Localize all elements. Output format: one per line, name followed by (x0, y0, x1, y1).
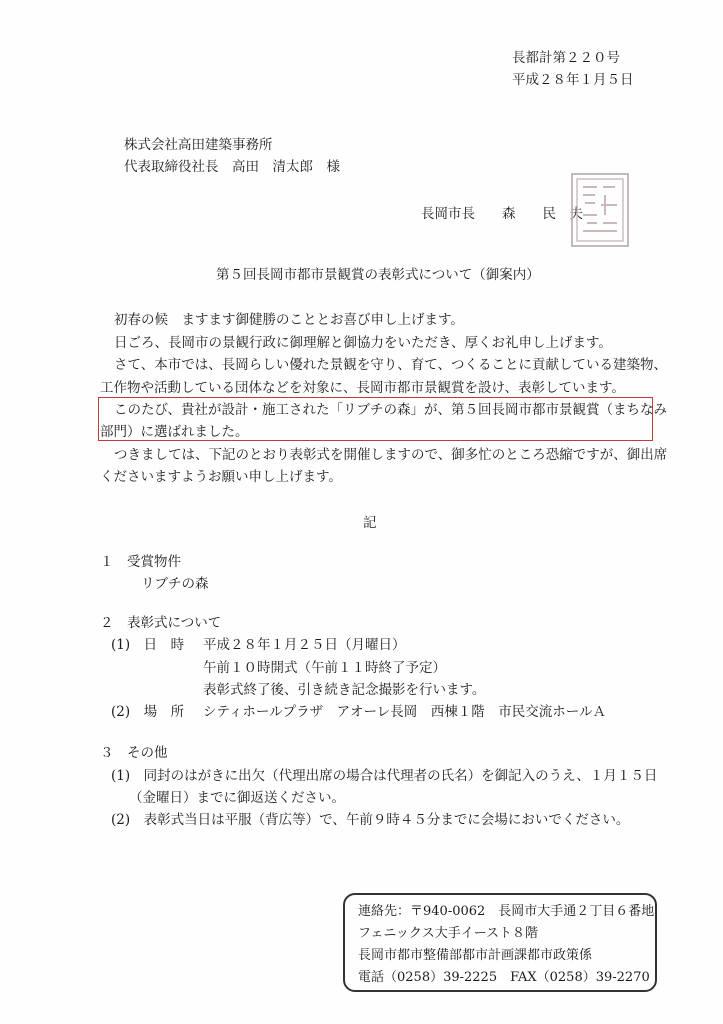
section2-place-label: (2) 場 所 (111, 704, 185, 720)
contact-department: 長岡市都市整備部都市計画課都市政策係 (358, 948, 593, 963)
body-intro-line1: さて、本市では、長岡らしい優れた景観を守り、育て、つくることに貢献している建築物、 (114, 357, 667, 373)
sender-name: 長岡市長 森 民 夫 (421, 206, 583, 222)
official-seal (571, 173, 629, 247)
recipient-person: 代表取締役社長 高田 清太郎 様 (124, 159, 340, 175)
body-award-line2: 部門）に選ばれました。 (100, 424, 249, 440)
section3-item2: (2) 表彰式当日は平服（背広等）で、午前９時４５分までに会場においでください。 (111, 812, 630, 828)
section3-item1-line1: (1) 同封のはがきに出欠（代理出席の場合は代理者の氏名）を御記入のうえ、１月１５日 (111, 768, 658, 784)
document-date: 平成２８年１月５日 (512, 72, 634, 88)
section2-date-label: (1) 日 時 (111, 637, 185, 653)
body-invite-line1: つきましては、下記のとおり表彰式を開催しますので、御多忙のところ恐縮ですが、御出席 (114, 447, 668, 463)
body-invite-line2: くださいますようお願い申し上げます。 (100, 469, 342, 485)
section2-place: シティホールプラザ アオーレ長岡 西棟１階 市民交流ホールＡ (203, 704, 606, 720)
contact-box (343, 893, 657, 992)
body-award-line1: このたび、貴社が設計・施工された「リブチの森」が、第５回長岡市都市景観賞（まちなみ (114, 402, 667, 418)
contact-phone-fax: 電話（0258）39-2225 FAX（0258）39-2270 (358, 970, 650, 985)
section2-date: 平成２８年１月２５日（月曜日） (203, 637, 406, 653)
contact-building: フェニックス大手イースト８階 (358, 926, 539, 941)
section3-item1-line2: （金曜日）までに御返送ください。 (129, 790, 345, 806)
document-title: 第５回長岡市都市景観賞の表彰式について（御案内） (216, 267, 540, 283)
section1-heading: １ 受賞物件 (100, 554, 181, 570)
contact-address: 連絡先：〒940-0062 長岡市大手通２丁目６番地 (358, 904, 655, 919)
recipient-company: 株式会社高田建築事務所 (124, 137, 273, 153)
section2-heading: ２ 表彰式について (100, 615, 222, 631)
body-greeting: 初春の候 ますます御健勝のこととお喜び申し上げます。 (114, 312, 464, 328)
document-number: 長都計第２２０号 (512, 50, 620, 66)
section2-time: 午前１０時開式（午前１１時終了予定） (203, 660, 446, 676)
section1-item: リブチの森 (141, 576, 209, 592)
body-thanks: 日ごろ、長岡市の景観行政に御理解と御協力をいただき、厚くお礼申し上げます。 (114, 335, 612, 351)
section3-heading: ３ その他 (100, 745, 168, 761)
section2-photo-note: 表彰式終了後、引き続き記念撮影を行います。 (203, 682, 486, 698)
body-intro-line2: 工作物や活動している団体などを対象に、長岡市都市景観賞を設け、表彰しています。 (100, 380, 625, 396)
ki-marker: 記 (363, 515, 377, 531)
